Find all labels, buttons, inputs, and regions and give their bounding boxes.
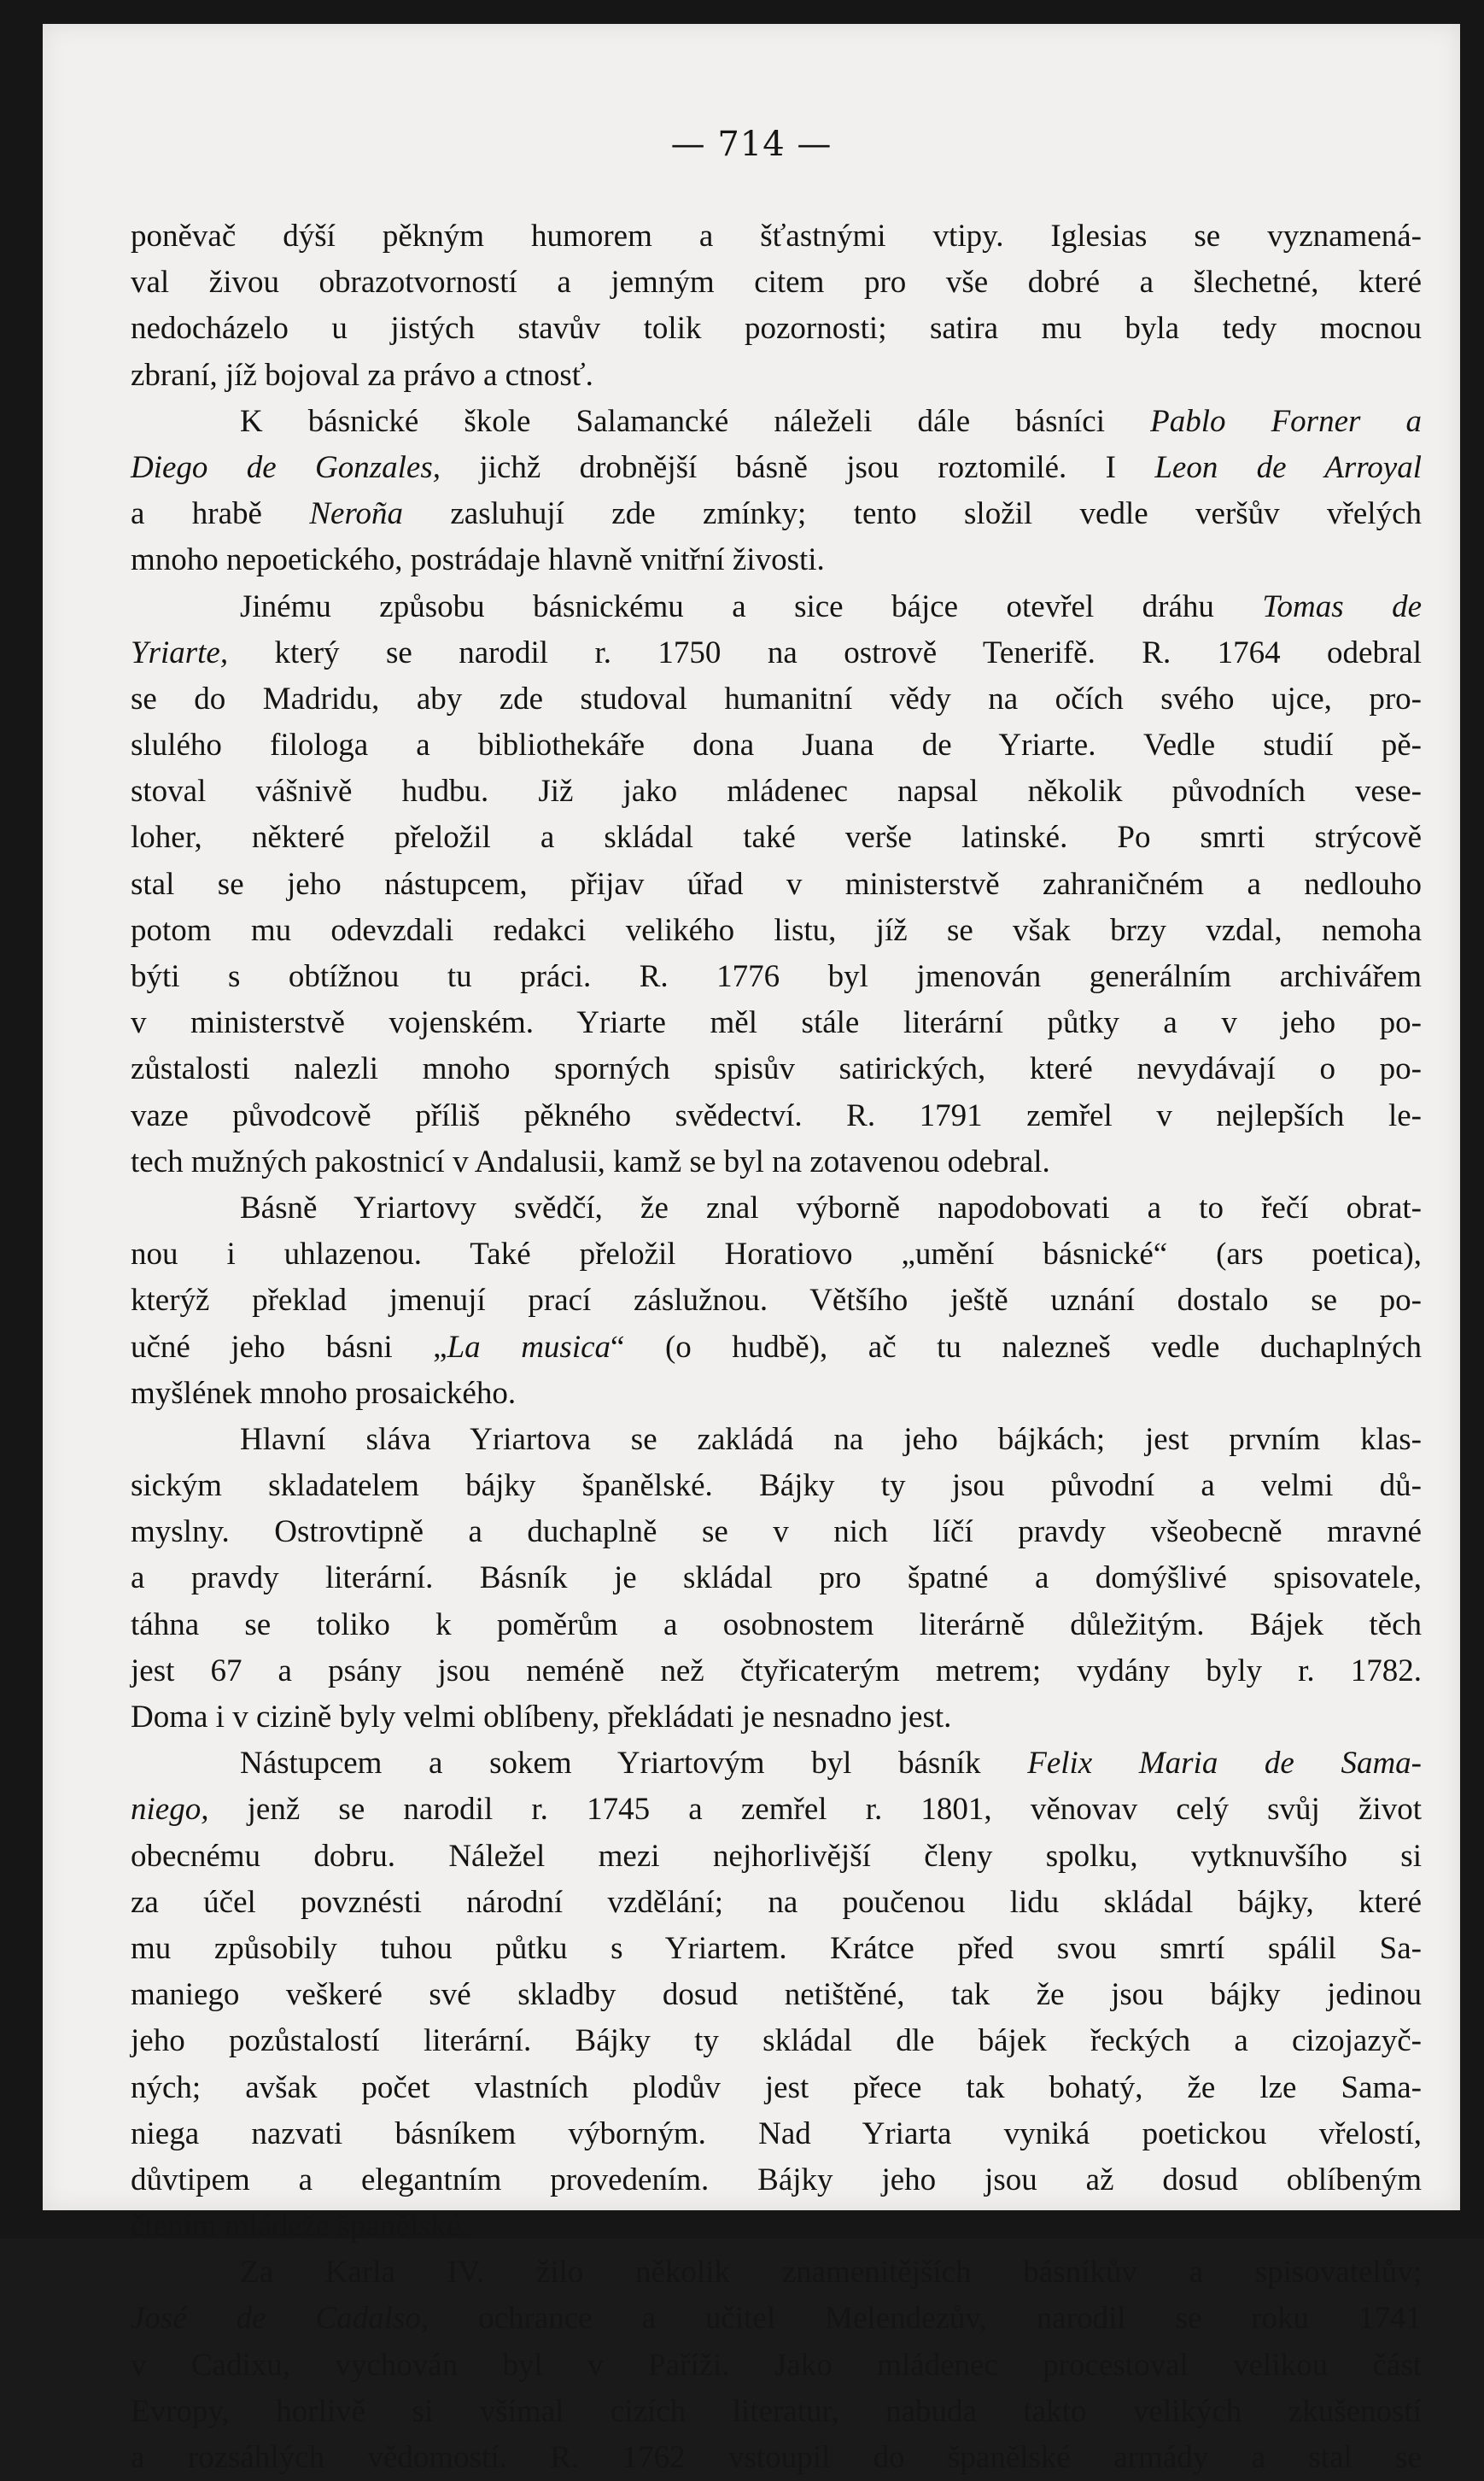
book-page <box>43 24 1460 2475</box>
text-segment: jenž se narodil r. 1745 a zemřel r. 1801, věnovav celý svůj život <box>208 1792 1422 1828</box>
text-line: ných; avšak počet vlastních plodův jest přece tak bohatý, že lze Sama- <box>131 2069 1422 2105</box>
text-line: v ministerstvě vojenském. Yriarte měl stále literární půtky a v jeho po- <box>131 1005 1422 1041</box>
text-line <box>131 2296 1422 2342</box>
body-text <box>131 214 1422 2481</box>
text-line: stoval vášnivě hudbu. Již jako mládenec napsal několik původních vese- <box>131 774 1422 810</box>
text-line: mu způsobily tuhou půtku s Yriartem. Krátce před svou smrtí spálil Sa- <box>131 1930 1422 1966</box>
text-line: nou i uhlazenou. Také přeložil Horatiovo „umění básnické“ (ars poetica), <box>131 1237 1422 1273</box>
text-line: niega nazvati básníkem výborným. Nad Yriarta vyniká poetickou vřelostí, <box>131 2115 1422 2151</box>
text-line: obecnému dobru. Náležel mezi nejhorlivější členy spolku, vytknuvšího si <box>131 1838 1422 1874</box>
text-line <box>131 1787 1422 1833</box>
text-line: loher, některé přeložil a skládal také verše latinské. Po smrti strýcově <box>131 820 1422 856</box>
text-line: poněvač dýší pěkným humorem a šťastnými vtipy. Iglesias se vyznamená- <box>131 219 1422 254</box>
text-segment: který se narodil r. 1750 na ostrově Tenerifě. R. 1764 odebral <box>228 635 1422 670</box>
text-line: jeho pozůstalostí literární. Bájky ty skládal dle bájek řeckých a cizojazyč- <box>131 2023 1422 2059</box>
italic-name: Tomas de <box>1262 588 1422 624</box>
text-segment: Jinému způsobu básnickému a sice bájce otevřel dráhu <box>240 588 1263 624</box>
text-segment: učné jeho básni „ <box>131 1329 447 1365</box>
text-line: Doma i v cizině byly velmi oblíbeny, překládati je nesnadno jest. <box>131 1700 952 1735</box>
italic-name: La musica <box>447 1329 611 1365</box>
text-line: sickým skladatelem bájky španělské. Bájky ty jsou původní a velmi dů- <box>131 1468 1422 1504</box>
text-line: Hlavní sláva Yriartova se zakládá na jeho bájkách; jest prvním klas- <box>240 1421 1422 1457</box>
italic-name: Leon de Arroyal <box>1154 449 1423 485</box>
italic-name: Neroña <box>309 496 403 532</box>
text-segment: ochrance a učitel Melendezův, narodil se roku 1741 <box>429 2301 1423 2337</box>
text-line: táhna se toliko k poměrům a osobnostem literárně důležitým. Bájek těch <box>131 1606 1422 1642</box>
text-segment: jichž drobnější básně jsou roztomilé. I <box>441 449 1155 485</box>
text-line: býti s obtížnou tu práci. R. 1776 byl jmenován generálním archivářem <box>131 959 1422 994</box>
text-line: jest 67 a psány jsou neméně než čtyřicaterým metrem; vydány byly r. 1782. <box>131 1653 1422 1688</box>
text-line: myslny. Ostrovtipně a duchaplně se v nich líčí pravdy všeobecně mravné <box>131 1514 1422 1550</box>
text-line <box>131 1741 1422 1787</box>
italic-name: niego, <box>131 1792 209 1828</box>
text-segment: a hrabě <box>131 496 310 532</box>
text-line: tech mužných pakostnicí v Andalusii, kamž se byl na zotavenou odebral. <box>131 1144 1050 1179</box>
text-line: zůstalosti nalezli mnoho sporných spisův satirických, které nevydávají o po- <box>131 1051 1422 1087</box>
text-line: za účel povznésti národní vzdělání; na poučenou lidu skládal bájky, které <box>131 1884 1422 1920</box>
italic-name: Diego de Gonzales, <box>131 449 441 485</box>
text-line <box>131 584 1422 630</box>
text-line: v Cadixu, vychován byl v Paříži. Jako mládenec procestoval velikou část <box>131 2347 1422 2383</box>
text-line: mnoho nepoetického, postrádaje hlavně vnitřní živosti. <box>131 542 825 578</box>
text-line: a pravdy literární. Básník je skládal pro špatné a domýšlivé spisovatele, <box>131 1560 1422 1596</box>
text-line <box>131 491 1422 537</box>
text-line: slulého filologa a bibliothekáře dona Juana de Yriarte. Vedle studií pě- <box>131 728 1422 764</box>
text-segment: “ (o hudbě), ač tu nalezneš vedle duchaplných <box>611 1329 1423 1365</box>
italic-name: Pablo Forner a <box>1150 403 1422 439</box>
text-line: nedocházelo u jistých stavův tolik pozornosti; satira mu byla tedy mocnou <box>131 311 1422 347</box>
text-line: důvtipem a elegantním provedením. Bájky jeho jsou až dosud oblíbeným <box>131 2162 1422 2197</box>
text-line: val živou obrazotvorností a jemným citem pro vše dobré a šlechetné, které <box>131 265 1422 301</box>
text-line: Za Karla IV. žilo několik znamenitějších básníkův a spisovatelův; <box>240 2255 1422 2291</box>
text-line <box>131 445 1422 491</box>
text-line: a rozsáhlých vědomostí. R. 1762 vstoupil do španělské armády a stal se <box>131 2440 1422 2475</box>
text-line <box>131 630 1422 676</box>
text-line <box>131 1325 1422 1371</box>
italic-name: José de Cadalso, <box>131 2301 429 2337</box>
text-line: vaze původcově příliš pěkného svědectví. R. 1791 zemřel v nejlepších le- <box>131 1097 1422 1133</box>
text-line: stal se jeho nástupcem, přijav úřad v ministerstvě zahraničném a nedlouho <box>131 866 1422 902</box>
text-line: maniego veškeré své skladby dosud netištěné, tak že jsou bájky jedinou <box>131 1977 1422 2013</box>
text-line: čtením mládeže španělské. <box>131 2209 469 2244</box>
text-line: myšlének mnoho prosaického. <box>131 1375 517 1411</box>
text-line: zbraní, jíž bojoval za právo a ctnosť. <box>131 357 593 393</box>
text-segment: zasluhují zde zmínky; tento složil vedle veršův vřelých <box>402 496 1423 532</box>
text-segment: K básnické škole Salamancké náleželi dále básníci <box>240 403 1151 439</box>
text-line <box>131 399 1422 445</box>
italic-name: Felix Maria de Sama- <box>1027 1746 1422 1782</box>
text-line: se do Madridu, aby zde studoval humanitní vědy na očích svého ujce, pro- <box>131 681 1422 717</box>
text-segment: Nástupcem a sokem Yriartovým byl básník <box>240 1746 1028 1782</box>
page-number: — 714 — <box>670 125 833 164</box>
text-line: Evropy, horlivě si všímal cizích literatur, nabuda takto velikých zkušeností <box>131 2393 1422 2429</box>
italic-name: Yriarte, <box>131 635 229 670</box>
text-line: kterýž překlad jmenují prací záslužnou. Většího ještě uznání dostalo se po- <box>131 1283 1422 1319</box>
text-line: Básně Yriartovy svědčí, že znal výborně napodobovati a to řečí obrat- <box>240 1190 1422 1226</box>
text-line: potom mu odevzdali redakci velikého listu, jíž se však brzy vzdal, nemoha <box>131 912 1422 948</box>
